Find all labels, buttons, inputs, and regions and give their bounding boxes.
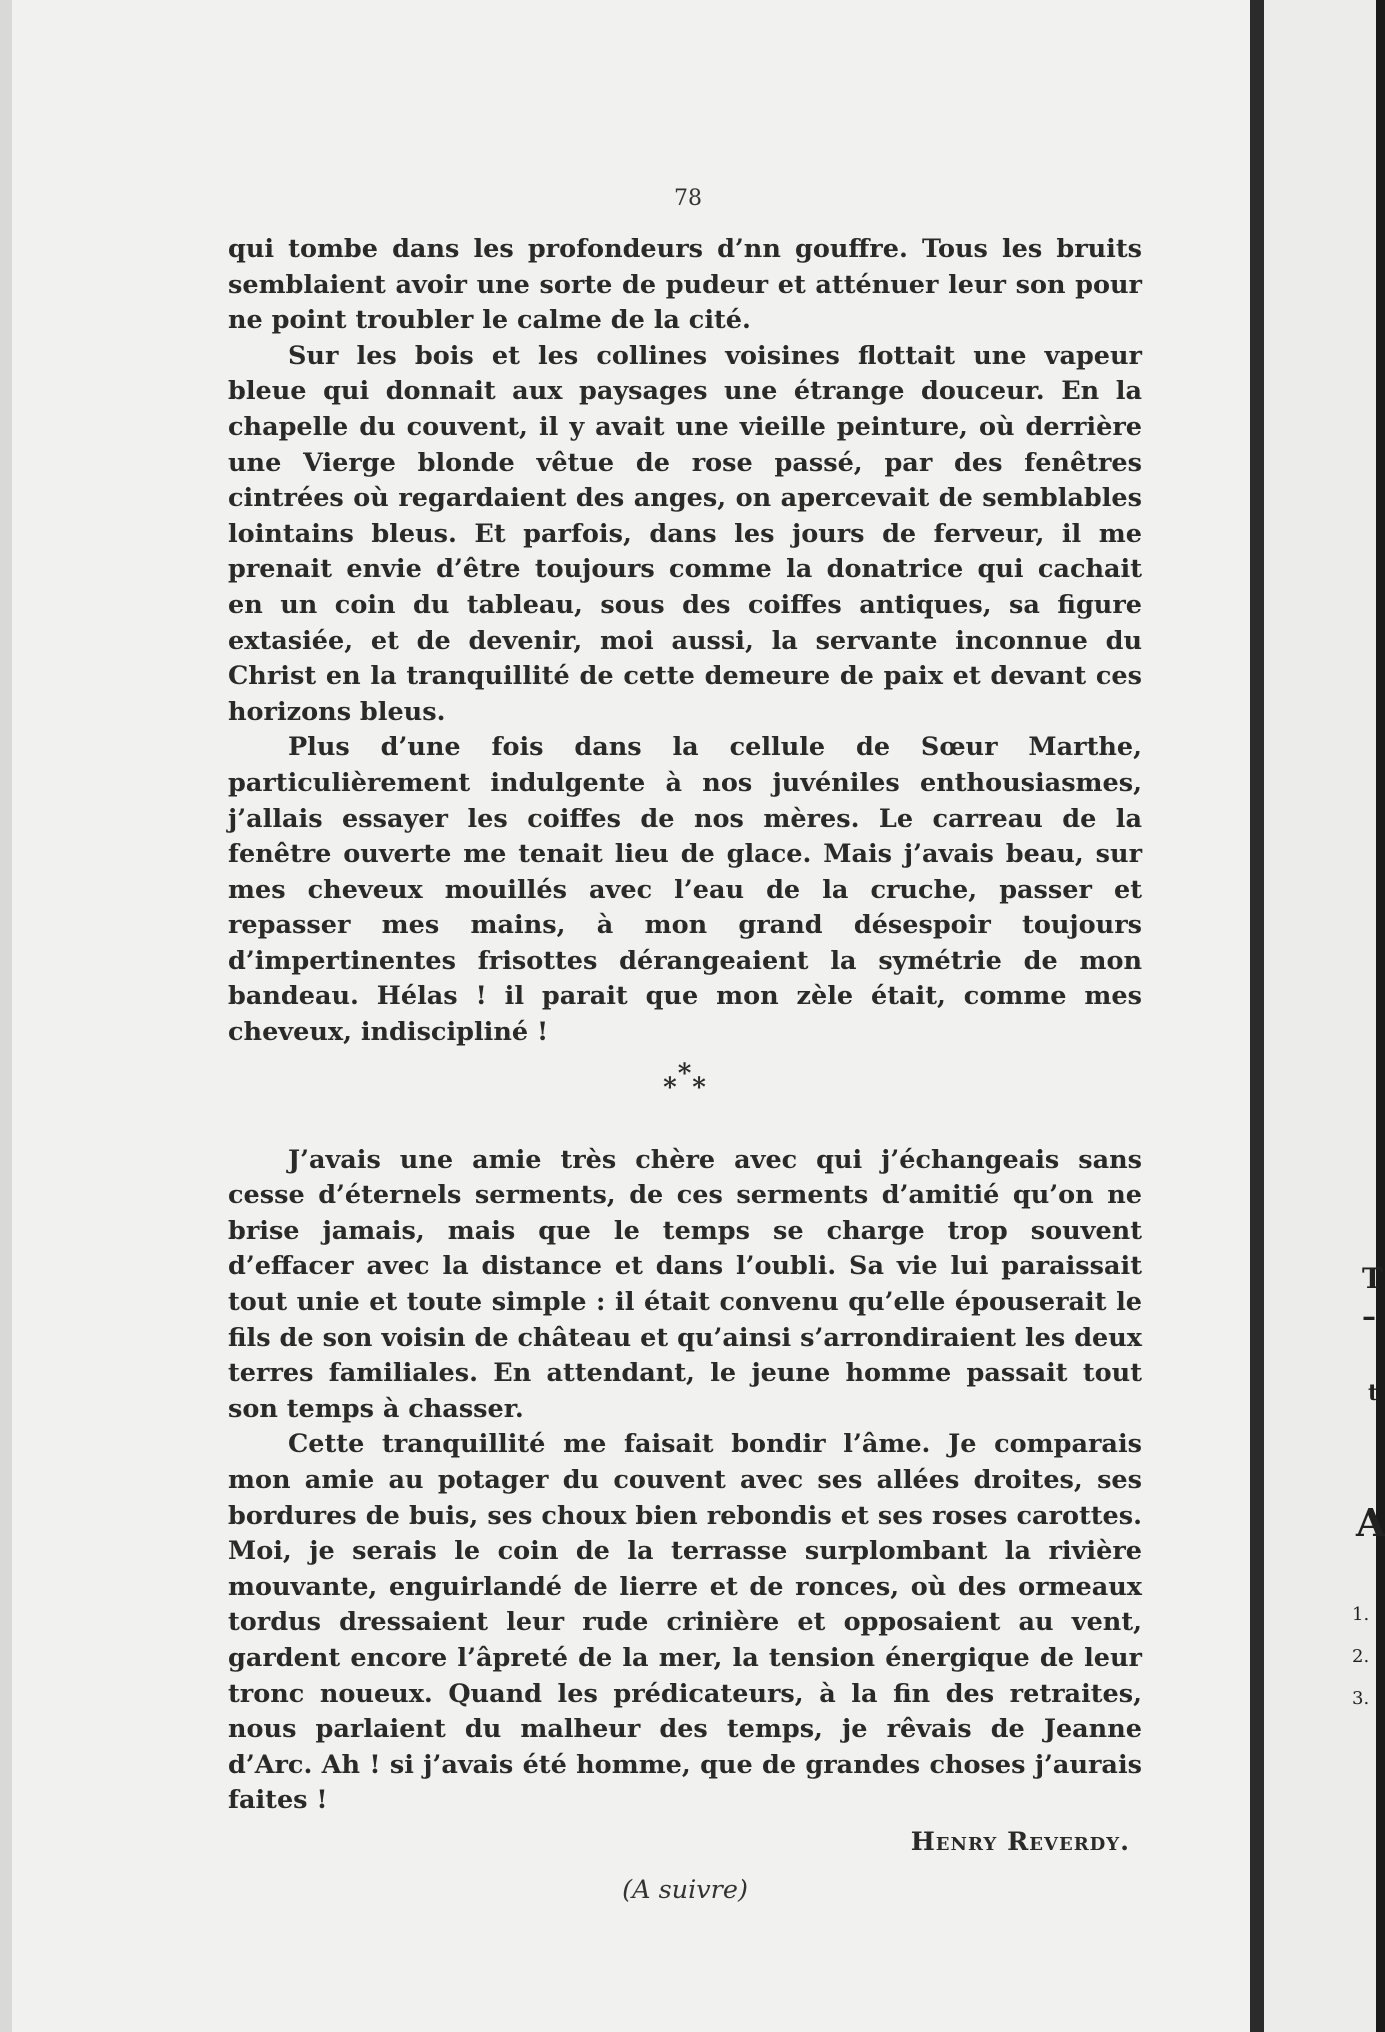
right-page-fragment-small-t: t	[1368, 1380, 1379, 1406]
right-page	[1264, 0, 1385, 2032]
to-be-continued: (A suivre)	[622, 1874, 748, 1905]
paragraph-continued: qui tombe dans les profondeurs d’nn gouffre. Tous les bruits semblaient avoir une sorte de pudeur et atténuer leur son pour ne point troubler le calme de la cité.	[228, 234, 1142, 336]
paragraph: J’avais une amie très chère avec qui j’échangeais sans cesse d’éternels serments, de ces serments d’amitié qu’on ne brise jamais, mais que le temps se charge trop souvent d’effacer avec la distance et dans l’oubli. Sa vie lui paraissait tout unie et toute simple : il était convenu qu’elle épouserait le fils de son voisin de château et qu’ainsi s’arrondiraient les deux terres familiales. En attendant, le jeune homme passait tout son temps à chasser.	[228, 1144, 1142, 1424]
right-page-item-1: 1.	[1352, 1604, 1370, 1625]
book-gutter	[1250, 0, 1264, 2032]
page-number: 78	[674, 186, 702, 211]
section-separator: ***	[663, 1058, 707, 1103]
right-page-fragment-t: T	[1362, 1262, 1383, 1295]
paragraph: Cette tranquillité me faisait bondir l’âme. Je comparais mon amie au potager du couvent avec ses allées droites, ses bordures de buis, ses choux bien rebondis et ses roses carottes. Moi, je serais le coin de la terrasse surplombant la rivière mouvante, enguirlandé de lierre et de ronces, où des ormeaux tordus dressaient leur rude crinière et opposaient au vent, gardent encore l’âpreté de la mer, la tension énergique de leur tronc noueux. Quand les prédicateurs, à la fin des retraites, nous parlaient du malheur des temps, je rêvais de Jeanne d’Arc. Ah ! si j’avais été homme, que de grandes choses j’aurais faites !	[228, 1429, 1142, 1816]
author-signature: Henry Reverdy.	[910, 1826, 1130, 1857]
right-page-item-2: 2.	[1352, 1646, 1370, 1667]
right-page-item-3: 3.	[1352, 1688, 1370, 1709]
right-page-fragment-a: A	[1356, 1500, 1385, 1545]
paragraph: Sur les bois et les collines voisines flottait une vapeur bleue qui donnait aux paysages une étrange douceur. En la chapelle du couvent, il y avait une vieille peinture, où derrière une Vierge blonde vêtue de rose passé, par des fenêtres cintrées où regardaient des anges, on apercevait de semblables lointains bleus. Et parfois, dans les jours de ferveur, il me prenait envie d’être toujours comme la donatrice qui cachait en un coin du tableau, sous des coiffes antiques, sa figure extasiée, et de devenir, moi aussi, la servante inconnue du Christ en la tranquillité de cette demeure de paix et devant ces horizons bleus.	[228, 340, 1142, 727]
page-edge	[0, 0, 12, 2032]
paragraph: Plus d’une fois dans la cellule de Sœur Marthe, particulièrement indulgente à nos juvéniles enthousiasmes, j’allais essayer les coiffes de nos mères. Le carreau de la fenêtre ouverte me tenait lieu de glace. Mais j’avais beau, sur mes cheveux mouillés avec l’eau de la cruche, passer et repasser mes mains, à mon grand désespoir toujours d’impertinentes frisottes dérangeaient la symétrie de mon bandeau. Hélas ! il parait que mon zèle était, comme mes cheveux, indiscipliné !	[228, 732, 1142, 1048]
page-body	[228, 232, 1142, 1908]
right-page-fragment-dash: –	[1362, 1300, 1376, 1333]
